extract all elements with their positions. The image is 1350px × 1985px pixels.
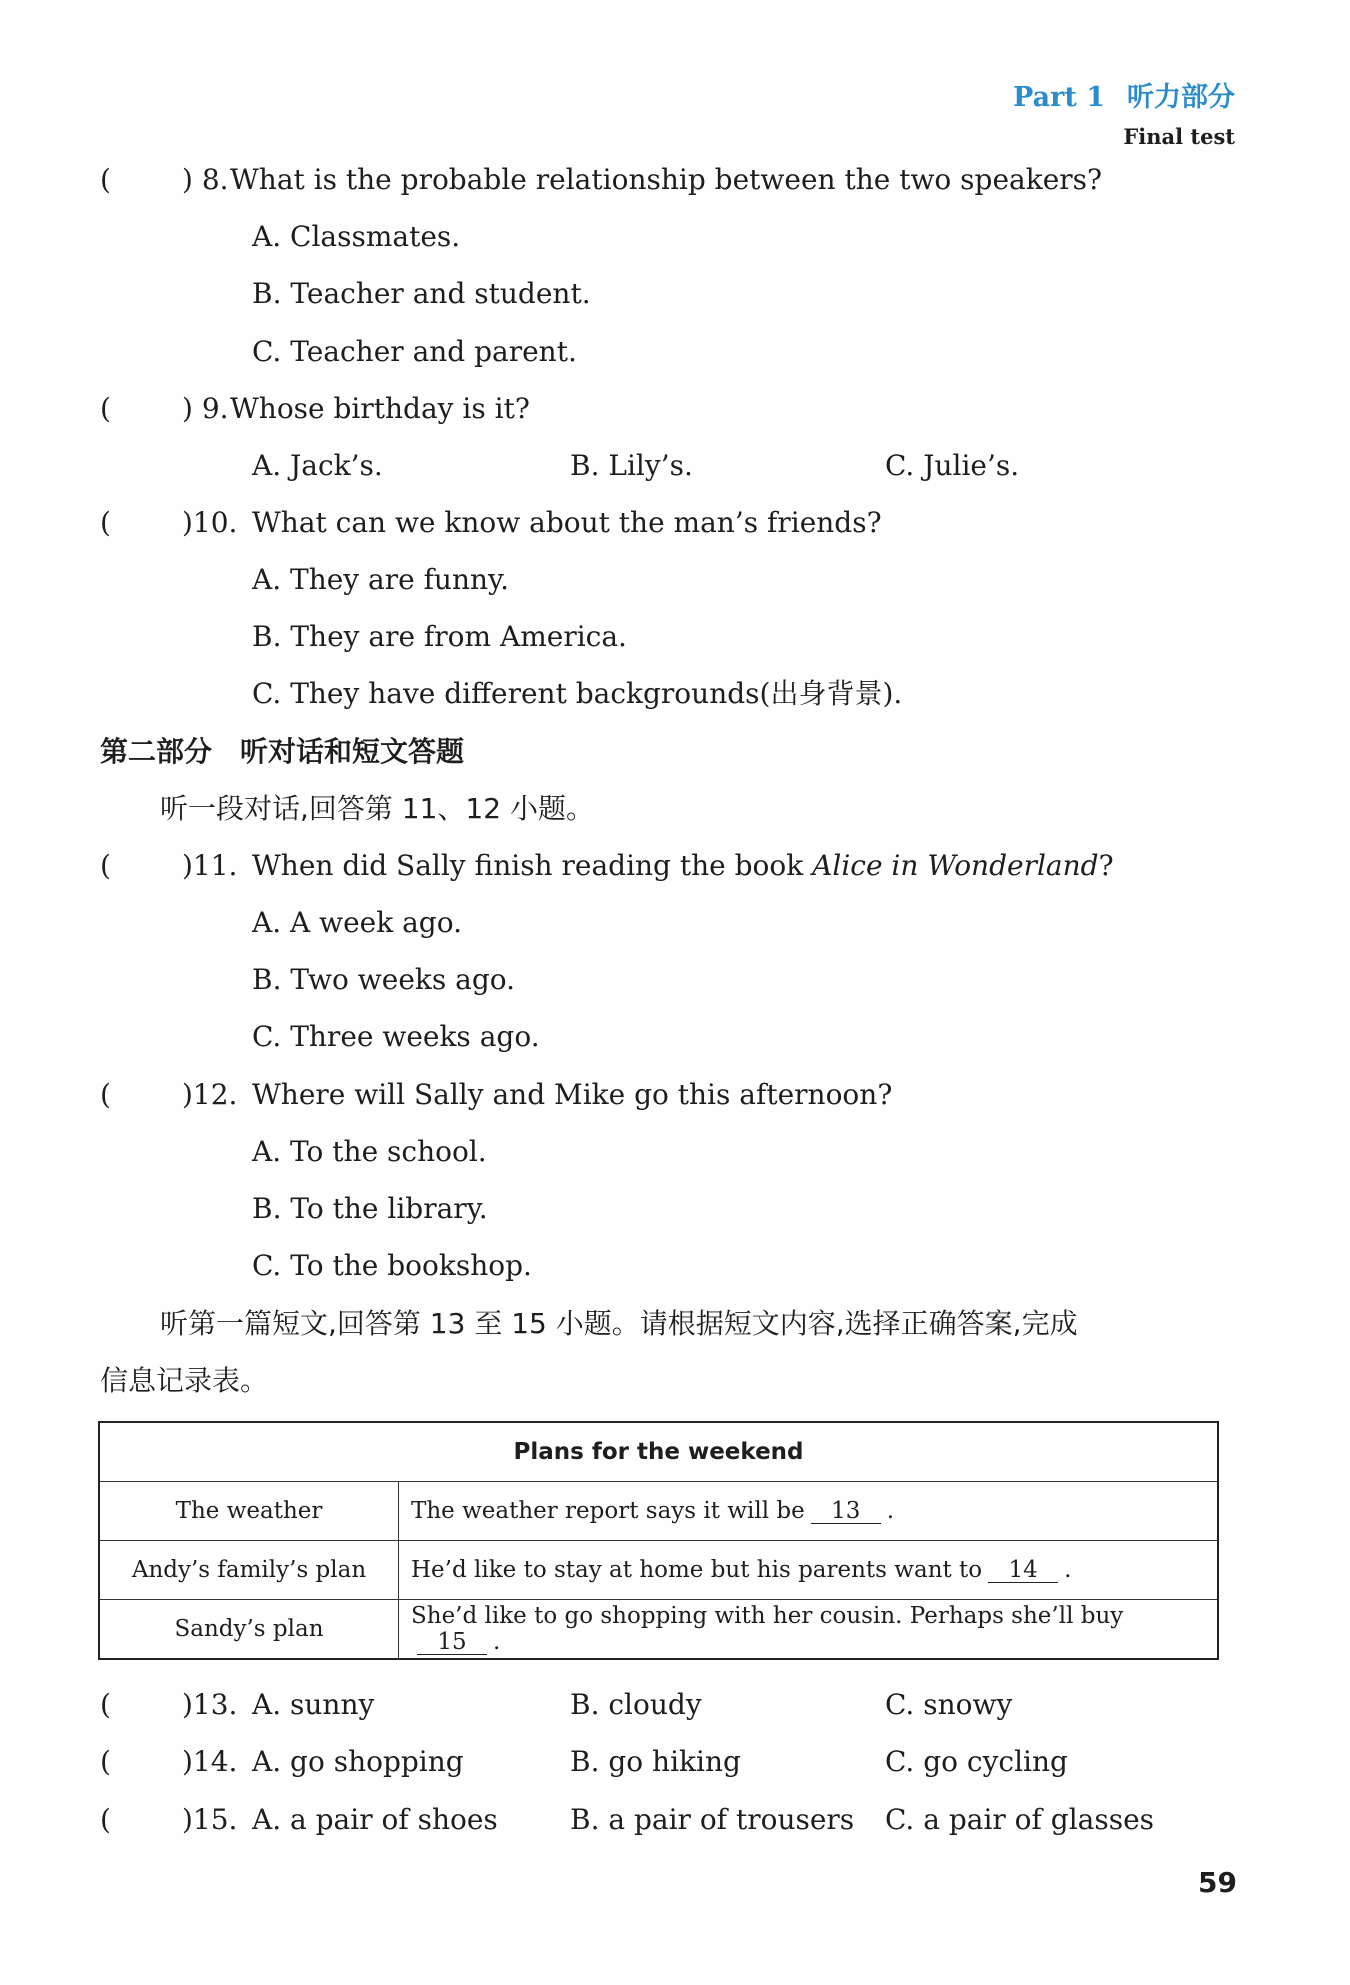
instruction-row: [0, 1356, 1350, 1406]
question-number: )12.: [182, 1078, 238, 1111]
option-c[interactable]: C. snowy: [885, 1688, 1013, 1721]
option-a[interactable]: A. A week ago.: [252, 906, 462, 939]
row-label: Andy’s family’s plan: [99, 1541, 399, 1600]
option-line: [0, 441, 1350, 491]
dialogue-instruction: 听一段对话,回答第 11、12 小题。: [160, 792, 594, 825]
question-13: [0, 1680, 1350, 1730]
page-number: 59: [1198, 1866, 1237, 1899]
row-period: .: [493, 1629, 501, 1655]
section-heading-row: [0, 727, 1350, 777]
question-14: [0, 1737, 1350, 1787]
row-text: She’d like to go shopping with her cousin. Perhaps she’ll buy: [411, 1603, 1124, 1629]
question-mark: ?: [1098, 849, 1114, 882]
option-b[interactable]: B. Lily’s.: [570, 449, 693, 482]
table-row: [99, 1482, 1218, 1541]
header-subtitle: Final test: [1123, 124, 1235, 149]
answer-bracket-open[interactable]: (: [100, 1688, 111, 1721]
header-part-line: [1013, 75, 1235, 114]
question-number: )10.: [182, 506, 238, 539]
row-text: He’d like to stay at home but his parents want to: [411, 1557, 983, 1583]
running-header: [1013, 75, 1235, 149]
question-text: [252, 841, 1114, 891]
row-label: Sandy’s plan: [99, 1600, 399, 1660]
option-b[interactable]: B. cloudy: [570, 1688, 702, 1721]
option-c[interactable]: C. Teacher and parent.: [252, 335, 577, 368]
question-text: Where will Sally and Mike go this afternoon?: [252, 1078, 893, 1111]
answer-bracket-open[interactable]: (: [100, 1078, 111, 1111]
option-c[interactable]: C. They have different backgrounds(出身背景).: [252, 677, 903, 710]
option-a[interactable]: A. Classmates.: [252, 220, 461, 253]
option-a[interactable]: A. sunny: [252, 1688, 375, 1721]
blank-13[interactable]: 13: [811, 1499, 881, 1524]
option-a[interactable]: A. They are funny.: [252, 563, 510, 596]
question-number: ) 9.: [182, 392, 229, 425]
option-c[interactable]: C. Three weeks ago.: [252, 1020, 540, 1053]
row-period: .: [886, 1498, 895, 1524]
row-text: The weather report says it will be: [411, 1498, 805, 1524]
option-line: [0, 669, 1350, 719]
option-c[interactable]: C. Julie’s.: [885, 449, 1020, 482]
option-line: [0, 1127, 1350, 1177]
option-a[interactable]: A. a pair of shoes: [252, 1803, 498, 1836]
passage-instruction-line1: 听第一篇短文,回答第 13 至 15 小题。请根据短文内容,选择正确答案,完成: [160, 1307, 1078, 1340]
header-section-cn: 听力部分: [1127, 82, 1235, 113]
option-line: [0, 269, 1350, 319]
option-a[interactable]: A. go shopping: [252, 1745, 464, 1778]
answer-bracket-open[interactable]: (: [100, 506, 111, 539]
header-part: Part 1: [1013, 82, 1105, 113]
option-b[interactable]: B. a pair of trousers: [570, 1803, 855, 1836]
option-line: [0, 955, 1350, 1005]
table-title: Plans for the weekend: [99, 1422, 1218, 1482]
question-9: [0, 384, 1350, 434]
table-header-row: [99, 1422, 1218, 1482]
option-b[interactable]: B. Two weeks ago.: [252, 963, 516, 996]
option-b[interactable]: B. To the library.: [252, 1192, 488, 1225]
question-10: [0, 498, 1350, 548]
row-content: [399, 1482, 1219, 1541]
instruction-row: [0, 1299, 1350, 1349]
option-a[interactable]: A. Jack’s.: [252, 449, 383, 482]
question-15: [0, 1795, 1350, 1845]
question-number: )13.: [182, 1688, 238, 1721]
question-number: )15.: [182, 1803, 238, 1836]
option-line: [0, 327, 1350, 377]
option-line: [0, 1184, 1350, 1234]
question-8: [0, 155, 1350, 205]
book-title: Alice in Wonderland: [812, 849, 1099, 882]
row-period: .: [1064, 1557, 1072, 1583]
question-number: )14.: [182, 1745, 238, 1778]
option-line: [0, 612, 1350, 662]
plans-table: [98, 1421, 1219, 1660]
passage-instruction-line2: 信息记录表。: [100, 1364, 269, 1397]
option-b[interactable]: B. go hiking: [570, 1745, 741, 1778]
question-number: )11.: [182, 849, 238, 882]
option-c[interactable]: C. a pair of glasses: [885, 1803, 1155, 1836]
option-c[interactable]: C. To the bookshop.: [252, 1249, 532, 1282]
answer-bracket-open[interactable]: (: [100, 163, 111, 196]
answer-bracket-open[interactable]: (: [100, 1803, 111, 1836]
option-line: [0, 555, 1350, 605]
table-row: [99, 1600, 1218, 1660]
answer-bracket-open[interactable]: (: [100, 392, 111, 425]
option-line: [0, 1241, 1350, 1291]
option-line: [0, 898, 1350, 948]
option-a[interactable]: A. To the school.: [252, 1135, 487, 1168]
blank-14[interactable]: 14: [988, 1558, 1058, 1583]
option-c[interactable]: C. go cycling: [885, 1745, 1068, 1778]
blank-15[interactable]: 15: [417, 1630, 487, 1655]
question-12: [0, 1070, 1350, 1120]
question-text: Whose birthday is it?: [230, 392, 530, 425]
question-text-part: When did Sally finish reading the book: [252, 849, 813, 882]
option-b[interactable]: B. Teacher and student.: [252, 277, 591, 310]
table-row: [99, 1541, 1218, 1600]
answer-bracket-open[interactable]: (: [100, 1745, 111, 1778]
section-heading: 第二部分 听对话和短文答题: [100, 735, 465, 768]
option-b[interactable]: B. They are from America.: [252, 620, 627, 653]
instruction-row: [0, 784, 1350, 834]
question-text: What is the probable relationship between the two speakers?: [230, 163, 1103, 196]
question-text: What can we know about the man’s friends?: [252, 506, 882, 539]
question-11: [0, 841, 1350, 891]
answer-bracket-open[interactable]: (: [100, 849, 111, 882]
option-line: [0, 212, 1350, 262]
row-content: [399, 1541, 1219, 1600]
option-line: [0, 1012, 1350, 1062]
row-label: The weather: [99, 1482, 399, 1541]
question-number: ) 8.: [182, 163, 229, 196]
row-content: [399, 1600, 1219, 1660]
